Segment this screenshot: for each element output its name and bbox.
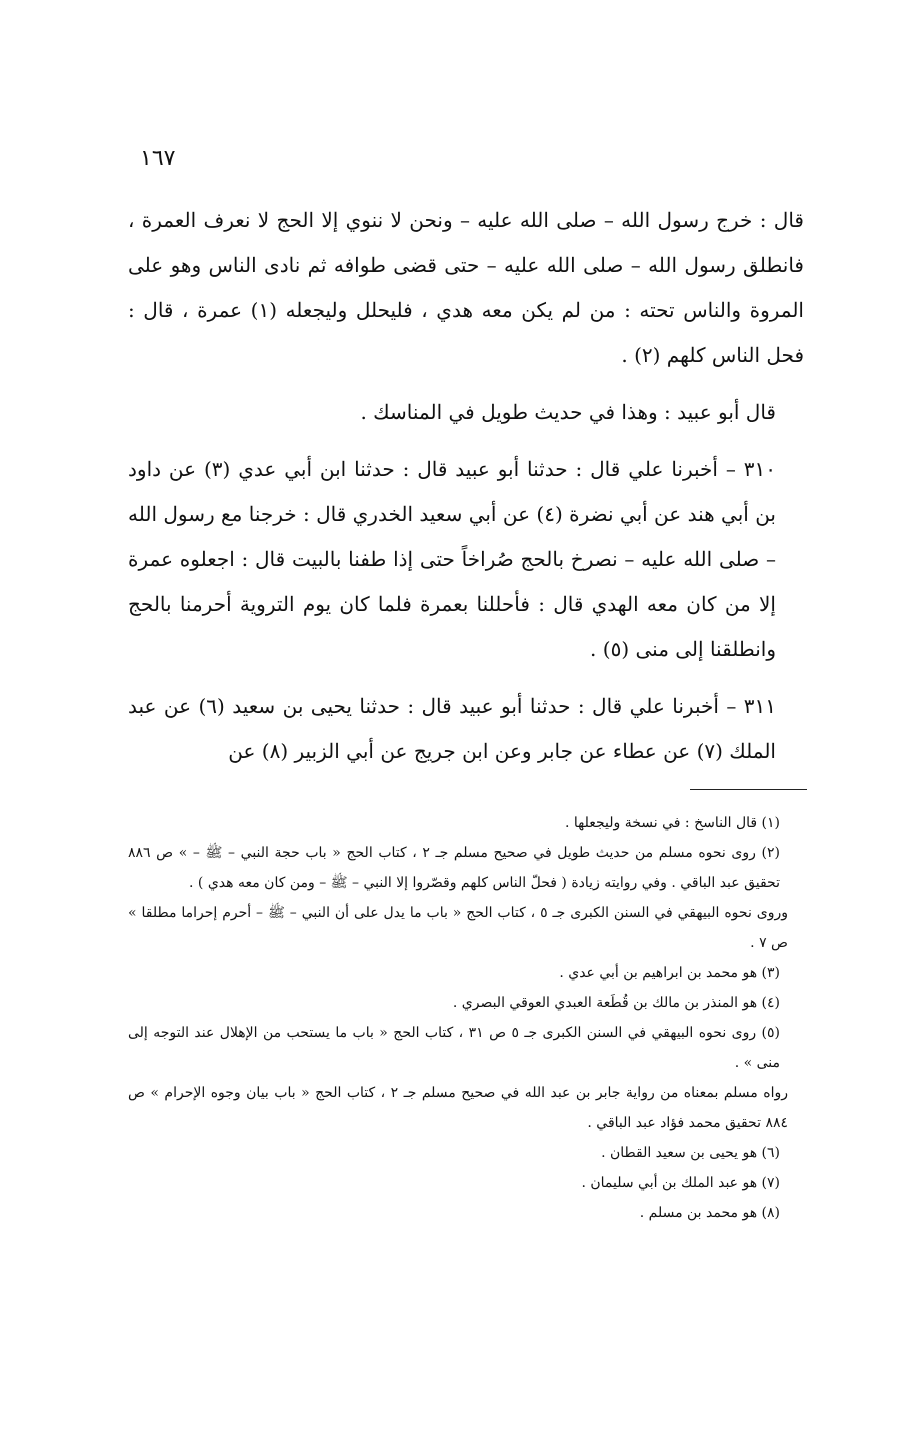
footnote: (٣) هو محمد بن ابراهيم بن أبي عدي . bbox=[559, 965, 780, 981]
main-paragraph: ٣١٠ – أخبرنا علي قال : حدثنا أبو عبيد قال : حدثنا ابن أبي عدي (٣) عن داود بن أبي هند عن أبي نضرة (٤) عن أبي سعيد الخدري قال : خرجنا مع رسول الله – صلى الله عليه – نصرخ بالحج صُراخاً حتى إذا طفنا بالبيت قال : اجعلوه عمرة إلا من كان معه الهدي قال : فأحللنا بعمرة فلما كان يوم التروية أحرمنا بالحج وانطلقنا إلى منى (٥) . bbox=[128, 457, 777, 661]
main-paragraph: قال أبو عبيد : وهذا في حديث طويل في المناسك . bbox=[360, 400, 776, 424]
footnote: (٨) هو محمد بن مسلم . bbox=[639, 1205, 780, 1221]
footnote: رواه مسلم بمعناه من رواية جابر بن عبد الله في صحيح مسلم جـ ٢ ، كتاب الحج « باب بيان وجوه الإحرام » ص ٨٨٤ تحقيق محمد فؤاد عبد الباقي . bbox=[128, 1085, 788, 1131]
footnote: (٧) هو عبد الملك بن أبي سليمان . bbox=[581, 1175, 780, 1191]
main-paragraph: ٣١١ – أخبرنا علي قال : حدثنا أبو عبيد قال : حدثنا يحيى بن سعيد (٦) عن عبد الملك (٧) عن عطاء عن جابر وعن ابن جريج عن أبي الزبير (٨) عن bbox=[128, 694, 776, 763]
footnote-divider bbox=[690, 789, 807, 790]
footnote: (٤) هو المنذر بن مالك بن قُطَعة العبدي العوقي البصري . bbox=[452, 995, 780, 1011]
footnote: (١) قال الناسخ : في نسخة وليجعلها . bbox=[564, 815, 780, 831]
footnote: (٢) روى نحوه مسلم من حديث طويل في صحيح مسلم جـ ٢ ، كتاب الحج « باب حجة النبي – ﷺ – » ص ٨٨٦ تحقيق عبد الباقي . وفي روايته زيادة ( فحلّ الناس كلهم وقصّروا إلا النبي – ﷺ – ومن كان معه هدي ) . bbox=[128, 845, 780, 891]
page-number: ١٦٧ bbox=[140, 146, 176, 171]
main-text bbox=[128, 198, 804, 774]
footnote: (٦) هو يحيى بن سعيد القطان . bbox=[601, 1145, 780, 1161]
footnote: (٥) روى نحوه البيهقي في السنن الكبرى جـ ٥ ص ٣١ ، كتاب الحج « باب ما يستحب من الإهلال عند التوجه إلى منى » . bbox=[128, 1025, 780, 1071]
footnote: وروى نحوه البيهقي في السنن الكبرى جـ ٥ ، كتاب الحج « باب ما يدل على أن النبي – ﷺ – أحرم إحراما مطلقا » ص ٧ . bbox=[128, 905, 788, 951]
footnotes bbox=[128, 808, 808, 1228]
main-paragraph: قال : خرج رسول الله – صلى الله عليه – ونحن لا ننوي إلا الحج لا نعرف العمرة ، فانطلق رسول الله – صلى الله عليه – حتى قضى طوافه ثم نادى الناس وهو على المروة والناس تحته : من لم يكن معه هدي ، فليحلل وليجعله (١) عمرة ، قال : فحل الناس كلهم (٢) . bbox=[128, 208, 804, 367]
